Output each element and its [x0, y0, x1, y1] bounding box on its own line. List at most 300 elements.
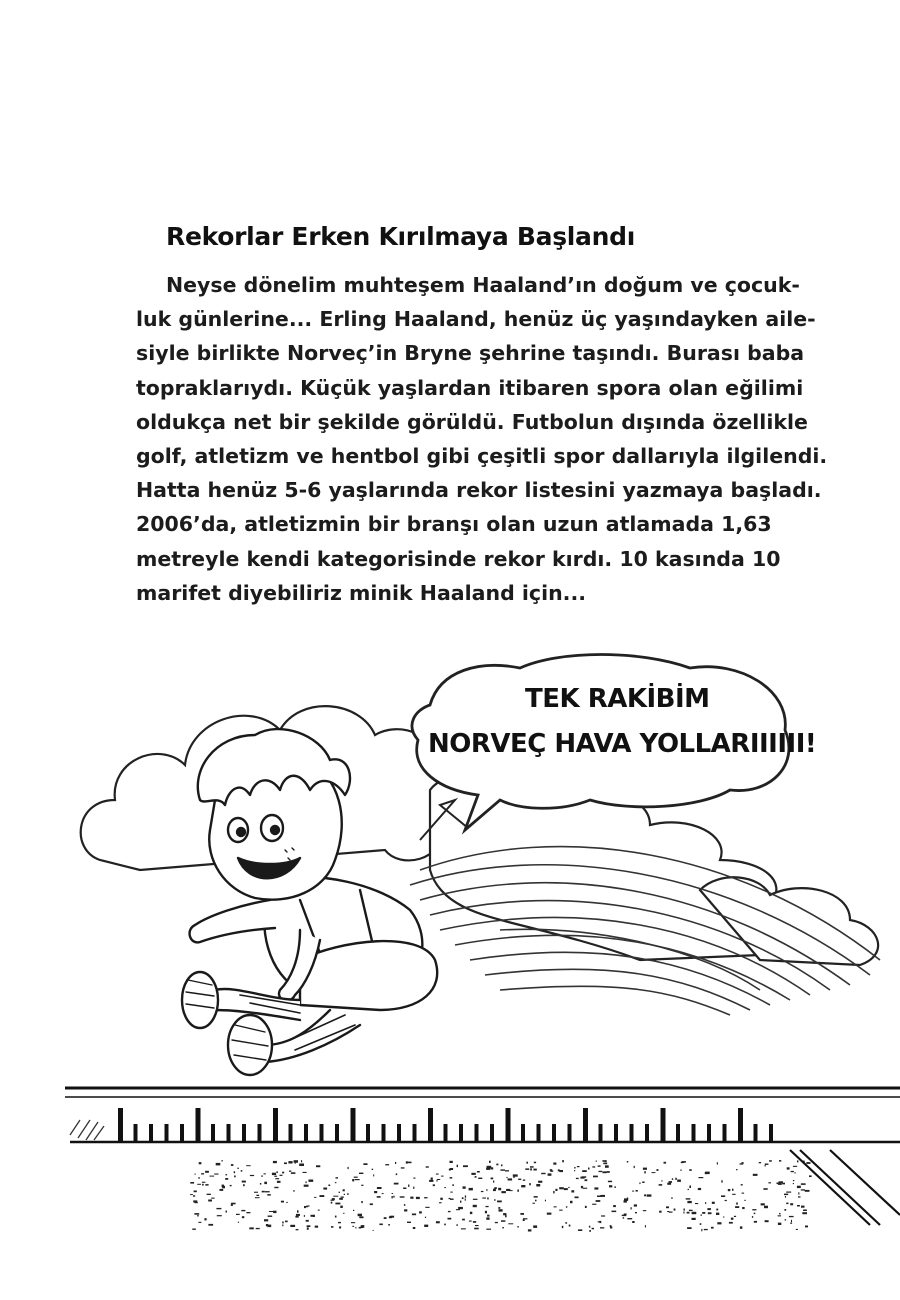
sand-speck	[471, 1173, 475, 1175]
sand-speck	[268, 1216, 273, 1217]
sand-speck	[505, 1215, 507, 1217]
sand-speck	[436, 1221, 440, 1223]
sand-speck	[238, 1222, 239, 1223]
sand-speck	[474, 1228, 479, 1230]
sand-speck	[242, 1181, 246, 1183]
sand-speck	[785, 1196, 786, 1198]
sand-speck	[547, 1213, 552, 1215]
sand-speck	[448, 1211, 451, 1212]
sand-speck	[256, 1195, 259, 1196]
sand-speck	[643, 1210, 647, 1211]
sand-speck	[221, 1160, 223, 1161]
sand-speck	[226, 1211, 228, 1213]
sand-speck	[791, 1220, 792, 1222]
sand-speck	[214, 1174, 218, 1175]
sand-speck	[264, 1182, 267, 1184]
sand-speck	[530, 1168, 532, 1170]
sand-speck	[351, 1222, 355, 1223]
sand-speck	[610, 1226, 612, 1228]
sand-speck	[705, 1172, 710, 1175]
sand-speck	[553, 1191, 554, 1194]
sand-speck	[444, 1187, 446, 1188]
sand-speck	[487, 1198, 489, 1200]
sand-speck	[712, 1202, 715, 1204]
sand-speck	[388, 1224, 390, 1225]
sand-speck	[246, 1165, 250, 1166]
sand-speck	[602, 1160, 605, 1162]
sand-speck	[340, 1206, 343, 1208]
sand-speck	[192, 1229, 196, 1230]
ruler-tick	[754, 1124, 758, 1142]
sand-speck	[541, 1173, 545, 1174]
sand-speck	[304, 1206, 306, 1208]
sand-speck	[486, 1217, 489, 1219]
sand-speck	[486, 1168, 490, 1170]
sand-speck	[190, 1182, 194, 1184]
ruler-tick	[413, 1124, 417, 1142]
ruler-tick	[335, 1124, 339, 1142]
sand-speck	[296, 1229, 299, 1230]
ruler-tick	[583, 1108, 588, 1142]
sand-speck	[404, 1209, 407, 1211]
sand-speck	[526, 1162, 528, 1164]
ruler-tick	[258, 1124, 262, 1142]
sand-speck	[274, 1176, 277, 1177]
sand-speck	[805, 1190, 810, 1192]
sand-speck	[687, 1212, 690, 1214]
paragraph-line: golf, atletizm ve hentbol gibi çeşitli spor dallarıyla ilgilendi.	[136, 444, 828, 469]
paragraph-line: Neyse dönelim muhteşem Haaland’ın doğum ve çocuk-	[166, 273, 800, 297]
sand-speck	[384, 1217, 387, 1219]
sand-speck	[354, 1177, 358, 1178]
sand-speck	[486, 1229, 491, 1230]
sand-speck	[752, 1209, 756, 1210]
sand-speck	[793, 1166, 797, 1167]
sand-speck	[412, 1214, 416, 1216]
sand-speck	[486, 1206, 489, 1207]
sand-speck	[601, 1215, 605, 1216]
sand-speck	[261, 1175, 263, 1176]
sand-speck	[765, 1164, 769, 1165]
sand-speck	[419, 1211, 422, 1213]
sand-speck	[304, 1215, 305, 1217]
sand-speck	[338, 1222, 341, 1223]
sand-speck	[701, 1214, 702, 1216]
sand-speck	[582, 1176, 586, 1178]
sand-speck	[190, 1194, 193, 1195]
sand-speck	[264, 1173, 266, 1174]
sand-speck	[558, 1169, 560, 1171]
sand-speck	[752, 1216, 753, 1218]
sand-speck	[275, 1178, 279, 1179]
sand-speck	[497, 1201, 502, 1203]
ruler-tick	[490, 1124, 494, 1142]
sand-speck	[659, 1211, 662, 1213]
paragraph-line: siyle birlikte Norveç’in Bryne şehrine taşındı. Burası baba	[136, 341, 805, 366]
sand-speck	[793, 1183, 794, 1184]
sand-speck	[458, 1207, 463, 1209]
sand-speck	[194, 1191, 197, 1193]
sand-speck	[582, 1170, 587, 1172]
sand-speck	[217, 1215, 222, 1216]
sand-speck	[496, 1164, 498, 1166]
sand-speck	[744, 1200, 745, 1201]
sand-speck	[197, 1215, 199, 1216]
sand-speck	[786, 1192, 791, 1193]
sand-speck	[578, 1229, 582, 1231]
sand-speck	[809, 1175, 812, 1177]
sand-speck	[394, 1183, 399, 1185]
sand-speck	[716, 1213, 719, 1215]
sand-speck	[659, 1184, 663, 1186]
sand-speck	[534, 1162, 536, 1164]
sand-speck	[498, 1207, 500, 1209]
sand-speck	[316, 1165, 320, 1167]
ruler-tick	[227, 1124, 231, 1142]
sand-speck	[355, 1227, 356, 1229]
paragraph-line: oldukça net bir şekilde görüldü. Futbolun dışında özellikle	[136, 409, 808, 434]
ruler-tick	[692, 1124, 696, 1142]
sand-speck	[779, 1181, 784, 1183]
sand-speck	[243, 1184, 245, 1186]
sand-speck	[429, 1180, 433, 1182]
sand-speck	[265, 1191, 270, 1192]
sand-speck	[521, 1185, 525, 1187]
sand-speck	[359, 1173, 363, 1174]
sand-speck	[692, 1218, 696, 1220]
sand-speck	[262, 1191, 265, 1193]
sand-speck	[674, 1209, 676, 1211]
sand-speck	[373, 1230, 374, 1231]
sand-speck	[254, 1192, 258, 1193]
sand-speck	[465, 1199, 466, 1201]
sand-speck	[614, 1186, 616, 1188]
sand-speck	[644, 1171, 646, 1173]
sand-speck	[566, 1206, 567, 1208]
sand-speck	[624, 1198, 628, 1201]
sand-speck	[436, 1174, 439, 1175]
sand-speck	[593, 1176, 598, 1178]
ruler-tick	[630, 1124, 634, 1142]
sand-speck	[652, 1172, 656, 1173]
sand-speck	[285, 1221, 288, 1223]
sand-speck	[231, 1164, 234, 1166]
sand-speck	[413, 1227, 416, 1229]
sand-speck	[478, 1178, 482, 1179]
sand-speck	[373, 1174, 374, 1176]
sand-speck	[237, 1168, 239, 1169]
sand-speck	[487, 1215, 489, 1217]
sand-speck	[501, 1191, 506, 1193]
sand-speck	[282, 1222, 284, 1224]
sand-speck	[494, 1199, 496, 1200]
sand-speck	[401, 1167, 405, 1168]
sand-speck	[475, 1225, 479, 1226]
sand-speck	[695, 1203, 698, 1204]
sand-speck	[374, 1191, 377, 1193]
sand-speck	[806, 1162, 810, 1164]
sand-speck	[801, 1183, 806, 1185]
sand-speck	[307, 1227, 309, 1229]
sand-speck	[717, 1162, 718, 1164]
sand-speck	[530, 1166, 534, 1168]
sand-speck	[320, 1195, 325, 1197]
sand-speck	[449, 1198, 451, 1199]
sand-speck	[741, 1184, 743, 1185]
sand-speck	[576, 1178, 579, 1179]
sand-speck	[500, 1169, 505, 1170]
sand-speck	[236, 1214, 240, 1215]
sand-speck	[339, 1226, 341, 1228]
ruler-tick	[289, 1124, 293, 1142]
sand-speck	[550, 1170, 553, 1171]
sand-speck	[267, 1194, 271, 1196]
ruler-tick	[661, 1108, 666, 1142]
sand-speck	[437, 1180, 438, 1182]
sand-speck	[318, 1210, 320, 1211]
ruler-tick	[537, 1124, 541, 1142]
sand-speck	[777, 1183, 779, 1185]
ruler-tick	[568, 1124, 572, 1142]
ruler-tick	[521, 1124, 525, 1142]
sand-speck	[731, 1218, 734, 1220]
sand-speck	[250, 1175, 254, 1176]
sand-speck	[667, 1211, 669, 1212]
sand-speck	[598, 1165, 601, 1166]
sand-speck	[482, 1198, 486, 1199]
sand-speck	[486, 1189, 487, 1191]
sand-speck	[559, 1187, 564, 1189]
sand-speck	[230, 1185, 232, 1186]
sand-speck	[347, 1193, 348, 1195]
sand-speck	[408, 1185, 409, 1187]
sand-speck	[798, 1192, 799, 1194]
sand-speck	[699, 1177, 704, 1178]
sand-speck	[304, 1185, 309, 1187]
ruler-tick	[552, 1124, 556, 1142]
sand-speck	[234, 1176, 236, 1178]
ruler-tick	[351, 1108, 356, 1142]
sand-speck	[602, 1171, 606, 1173]
sand-speck	[260, 1183, 261, 1185]
sand-speck	[528, 1229, 532, 1231]
sand-speck	[689, 1169, 691, 1171]
sand-speck	[564, 1188, 568, 1190]
sand-speck	[360, 1227, 364, 1228]
sand-speck	[592, 1204, 596, 1205]
long-jump-track	[65, 1088, 900, 1232]
sand-speck	[583, 1188, 587, 1189]
sand-speck	[742, 1207, 744, 1209]
sand-speck	[594, 1187, 598, 1189]
sand-speck	[589, 1226, 590, 1228]
speech-bubble-line-1: TEK RAKİBİM	[525, 684, 710, 714]
sand-speck	[210, 1176, 215, 1177]
sand-speck	[289, 1171, 291, 1172]
sand-speck	[498, 1188, 501, 1191]
sand-speck	[622, 1215, 627, 1216]
ruler-tick	[366, 1124, 370, 1142]
ruler-tick	[304, 1124, 308, 1142]
sand-speck	[333, 1196, 338, 1197]
sand-speck	[570, 1201, 573, 1203]
sand-speck	[805, 1226, 808, 1228]
sand-speck	[286, 1202, 287, 1203]
sand-speck	[509, 1190, 513, 1191]
sand-speck	[538, 1181, 542, 1183]
sand-speck	[796, 1229, 798, 1230]
sand-speck	[211, 1198, 214, 1199]
sand-speck	[562, 1160, 564, 1162]
sand-speck	[687, 1227, 692, 1229]
sand-speck	[504, 1213, 506, 1215]
sand-speck	[545, 1200, 546, 1202]
sand-speck	[461, 1228, 466, 1229]
sand-speck	[761, 1203, 765, 1205]
sand-speck	[523, 1219, 525, 1221]
sand-speck	[426, 1166, 429, 1167]
sand-speck	[335, 1203, 340, 1205]
paragraph-line: marifet diyebiliriz minik Haaland için...	[136, 580, 587, 605]
sand-speck	[759, 1162, 761, 1163]
sand-speck	[469, 1188, 473, 1191]
sand-speck	[205, 1184, 208, 1186]
sand-speck	[379, 1224, 382, 1226]
sand-speck	[403, 1188, 406, 1190]
sand-speck	[769, 1160, 772, 1162]
sand-speck	[601, 1195, 605, 1196]
sand-speck	[647, 1194, 652, 1196]
sand-speck	[216, 1163, 221, 1166]
sand-speck	[627, 1161, 629, 1163]
sand-speck	[400, 1196, 405, 1197]
sand-speck	[575, 1197, 579, 1199]
sand-speck	[632, 1221, 634, 1223]
sand-speck	[234, 1171, 235, 1173]
sand-speck	[571, 1190, 574, 1192]
sand-speck	[568, 1187, 569, 1188]
sand-speck	[790, 1223, 792, 1224]
sand-speck	[680, 1170, 682, 1171]
sand-speck	[393, 1196, 394, 1198]
ruler-tick	[242, 1124, 246, 1142]
ruler-tick	[320, 1124, 324, 1142]
sand-speck	[470, 1212, 472, 1214]
sand-speck	[683, 1212, 684, 1214]
sand-speck	[343, 1213, 344, 1214]
sand-speck	[623, 1217, 624, 1219]
sand-speck	[460, 1201, 461, 1203]
sand-speck	[242, 1216, 244, 1218]
sand-speck	[661, 1180, 662, 1181]
sand-speck	[797, 1186, 801, 1188]
sand-speck	[740, 1226, 743, 1228]
sand-speck	[798, 1196, 801, 1197]
sand-speck	[425, 1207, 429, 1208]
sand-speck	[533, 1169, 536, 1171]
ruler-tick	[459, 1124, 463, 1142]
sand-speck	[363, 1163, 367, 1165]
sand-speck	[433, 1184, 435, 1186]
sand-speck	[450, 1177, 453, 1179]
sand-speck	[241, 1210, 245, 1211]
ruler-tick	[180, 1124, 184, 1142]
sand-speck	[306, 1220, 309, 1222]
sand-speck	[508, 1178, 512, 1180]
sand-speck	[793, 1180, 794, 1181]
sand-speck	[664, 1162, 667, 1164]
sand-speck	[754, 1221, 757, 1223]
sand-speck	[599, 1171, 603, 1172]
sand-speck	[518, 1179, 521, 1180]
sand-speck	[553, 1163, 556, 1165]
sand-speck	[565, 1222, 567, 1224]
sand-speck	[555, 1189, 557, 1191]
sand-speck	[198, 1177, 200, 1179]
sand-speck	[495, 1222, 498, 1223]
sand-speck	[803, 1210, 807, 1212]
ruler-tick	[428, 1108, 433, 1142]
sand-speck	[505, 1170, 509, 1171]
sand-speck	[274, 1187, 278, 1188]
sand-speck	[473, 1221, 476, 1223]
sand-speck	[523, 1180, 525, 1181]
sand-speck	[705, 1202, 706, 1204]
sand-speck	[634, 1204, 637, 1206]
sand-speck	[729, 1222, 733, 1224]
sand-speck	[634, 1166, 635, 1168]
sand-speck	[599, 1221, 601, 1223]
sand-speck	[352, 1226, 354, 1227]
sand-speck	[765, 1220, 769, 1222]
sand-speck	[281, 1201, 284, 1203]
ruler-tick	[165, 1124, 169, 1142]
ruler-tick	[506, 1108, 511, 1142]
sand-speck	[506, 1177, 507, 1178]
sand-speck	[801, 1206, 805, 1208]
ruler-tick	[614, 1124, 618, 1142]
sand-speck	[702, 1212, 705, 1214]
sand-speck	[536, 1184, 540, 1187]
sand-speck	[734, 1216, 736, 1217]
sand-speck	[735, 1206, 739, 1208]
sand-speck	[216, 1208, 221, 1209]
sand-speck	[513, 1174, 518, 1176]
sand-speck	[477, 1171, 480, 1173]
sand-speck	[339, 1198, 343, 1200]
sand-speck	[390, 1216, 394, 1218]
sand-speck	[456, 1209, 460, 1210]
sand-speck	[249, 1227, 254, 1229]
sand-speck	[701, 1229, 702, 1231]
sand-speck	[255, 1197, 260, 1198]
sand-speck	[404, 1204, 405, 1206]
sand-speck	[288, 1161, 292, 1163]
sand-speck	[199, 1162, 202, 1164]
sand-speck	[462, 1219, 465, 1221]
ruler-tick	[599, 1124, 603, 1142]
ruler-tick	[134, 1124, 138, 1142]
sand-speck	[331, 1202, 333, 1204]
sand-speck	[314, 1197, 316, 1198]
sand-speck	[603, 1163, 607, 1165]
ruler-tick	[676, 1124, 680, 1142]
sand-speck	[687, 1201, 691, 1203]
sand-speck	[802, 1212, 807, 1214]
sand-speck	[264, 1219, 268, 1221]
sand-speck	[725, 1200, 727, 1201]
ruler-tick	[769, 1124, 773, 1142]
